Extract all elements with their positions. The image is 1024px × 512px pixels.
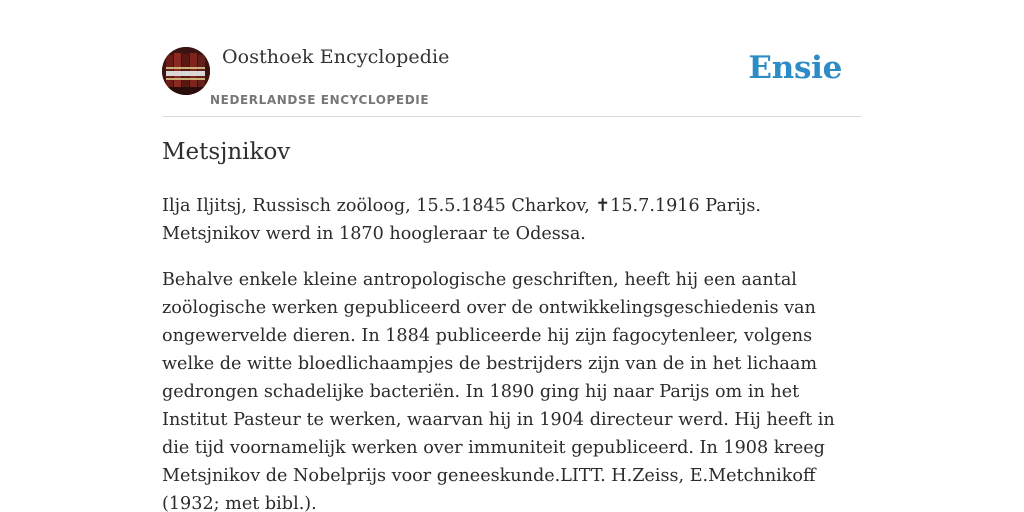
site-subtitle: NEDERLANDSE ENCYCLOPEDIE — [210, 93, 430, 107]
book-spines-icon — [162, 47, 210, 95]
article-paragraph: Ilja Iljitsj, Russisch zoöloog, 15.5.1845 Charkov, ✝15.7.1916 Parijs. Metsjnikov werd in 1870 hoogleraar te Odessa. — [162, 196, 761, 244]
site-header — [162, 44, 862, 117]
site-title[interactable]: Oosthoek Encyclopedie — [222, 46, 450, 68]
encyclopedia-avatar[interactable] — [162, 47, 210, 95]
article-body — [162, 192, 854, 512]
article-paragraph: Behalve enkele kleine antropologische geschriften, heeft hij een aantal zoölogische werken gepubliceerd over de ontwikkelingsgeschiedenis van ongewervelde dieren. In 1884 publiceerde hij zijn fagocytenleer, volgens welke de witte bloedlichaampjes de bestrijders zijn van de in het lichaam gedrongen schadelijke bacteriën. In 1890 ging hij naar Parijs om in het Institut Pasteur te werken, waarvan hij in 1904 directeur werd. Hij heeft in die tijd voornamelijk werken over immuniteit gepubliceerd. In 1908 kreeg Metsjnikov de Nobelprijs voor geneeskunde.LITT. H.Zeiss, E.Metchnikoff (1932; met bibl.). — [162, 270, 835, 512]
article-title: Metsjnikov — [162, 139, 291, 165]
brand-logo-link[interactable]: Ensie — [748, 50, 842, 86]
